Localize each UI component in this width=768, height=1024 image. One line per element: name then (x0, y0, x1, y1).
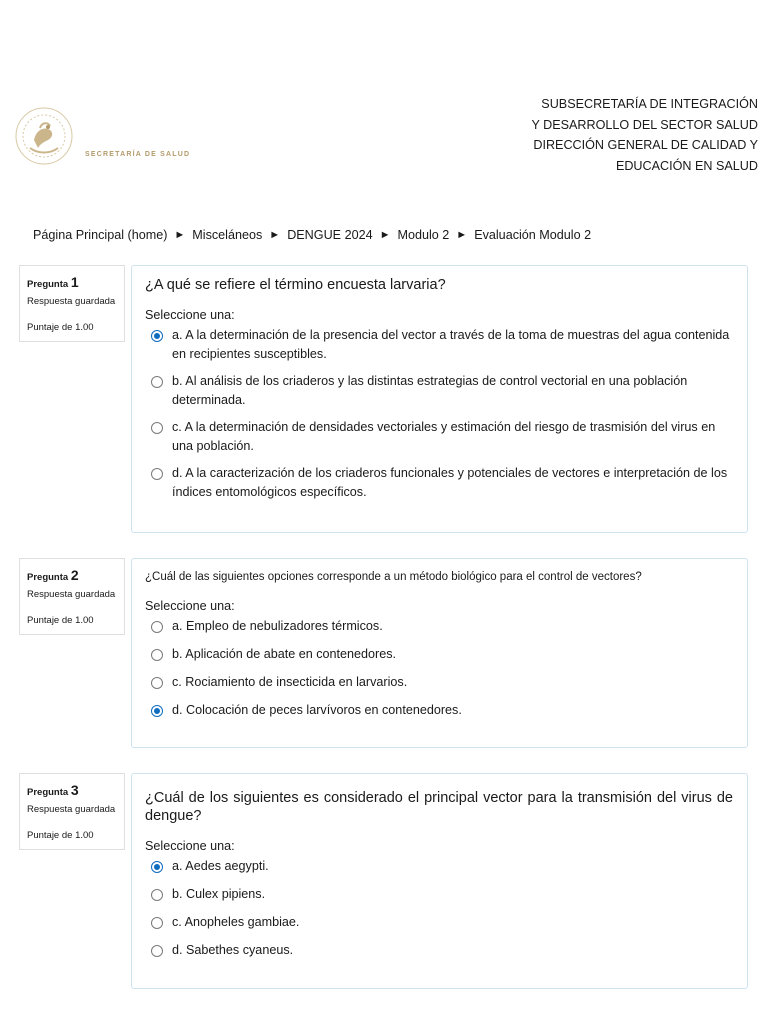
answer-option-d[interactable] (145, 464, 733, 502)
answer-option-b[interactable] (145, 885, 733, 904)
answer-option-label: b. Al análisis de los criaderos y las distintas estrategias de control vectorial en una población determinada. (172, 374, 688, 407)
agency-line: DIRECCIÓN GENERAL DE CALIDAD Y (533, 138, 758, 152)
breadcrumb-miscelaneos[interactable]: Misceláneos (192, 228, 263, 242)
answer-option-a[interactable] (145, 326, 733, 364)
question-number (27, 274, 117, 290)
question-number-value: 1 (70, 274, 79, 290)
radio-icon[interactable] (151, 917, 163, 929)
answer-option-label: a. A la determinación de la presencia del vector a través de la toma de muestras del agua contenida en recipientes susceptibles. (172, 328, 730, 361)
radio-selected-icon[interactable] (151, 861, 163, 873)
answer-option-c[interactable] (145, 418, 733, 456)
breadcrumb-quiz[interactable]: Evaluación Modulo 2 (474, 228, 592, 242)
answer-option-label: c. Rociamiento de insecticida en larvarios. (172, 675, 408, 689)
question-2-content (131, 558, 748, 748)
answer-option-a[interactable] (145, 857, 733, 876)
question-state: Respuesta guardada (27, 804, 116, 815)
breadcrumb-separator-icon: ► (174, 229, 186, 241)
answer-option-a[interactable] (145, 617, 733, 636)
question-label: Pregunta (27, 279, 69, 290)
question-label: Pregunta (27, 572, 69, 583)
question-text: ¿Cuál de los siguientes es considerado el principal vector para la transmisión del virus de dengue? (145, 790, 733, 824)
radio-icon[interactable] (151, 376, 163, 388)
answer-option-c[interactable] (145, 913, 733, 932)
answer-option-label: a. Aedes aegypti. (172, 859, 269, 873)
question-state: Respuesta guardada (27, 589, 116, 600)
answer-options (145, 326, 733, 502)
radio-icon[interactable] (151, 649, 163, 661)
breadcrumb (33, 228, 591, 242)
question-number (27, 567, 117, 583)
question-state: Respuesta guardada (27, 296, 116, 307)
logo-text: SECRETARÍA DE SALUD (85, 151, 191, 158)
agency-line: EDUCACIÓN EN SALUD (615, 158, 758, 173)
answer-options (145, 857, 733, 960)
question-grade: Puntaje de 1.00 (27, 322, 94, 333)
radio-icon[interactable] (151, 621, 163, 633)
radio-icon[interactable] (151, 945, 163, 957)
breadcrumb-course[interactable]: DENGUE 2024 (287, 228, 373, 242)
radio-selected-icon[interactable] (151, 705, 163, 717)
radio-selected-icon[interactable] (151, 330, 163, 342)
question-label: Pregunta (27, 787, 69, 798)
question-1-info (19, 265, 125, 342)
answer-option-b[interactable] (145, 372, 733, 410)
breadcrumb-module[interactable]: Modulo 2 (397, 228, 450, 242)
question-text: ¿Cuál de las siguientes opciones corresponde a un método biológico para el control de vectores? (145, 571, 642, 583)
answer-option-label: d. Sabethes cyaneus. (172, 943, 294, 957)
answer-option-d[interactable] (145, 701, 733, 720)
question-3-content (131, 773, 748, 989)
answer-prompt: Seleccione una: (145, 308, 235, 322)
secretaria-de-salud-logo (14, 104, 204, 168)
answer-option-b[interactable] (145, 645, 733, 664)
question-number (27, 782, 117, 798)
breadcrumb-home[interactable]: Página Principal (home) (33, 228, 168, 242)
question-number-value: 2 (70, 567, 79, 583)
question-3-info (19, 773, 125, 850)
agency-name (458, 94, 758, 176)
answer-option-label: c. Anopheles gambiae. (172, 915, 300, 929)
answer-option-label: b. Aplicación de abate en contenedores. (172, 647, 397, 661)
answer-option-label: c. A la determinación de densidades vectoriales y estimación del riesgo de trasmisión del virus en una población. (172, 420, 716, 453)
breadcrumb-separator-icon: ► (456, 229, 468, 241)
radio-icon[interactable] (151, 422, 163, 434)
question-text: ¿A qué se refiere el término encuesta larvaria? (145, 277, 446, 293)
question-1-content (131, 265, 748, 533)
answer-option-d[interactable] (145, 941, 733, 960)
answer-option-label: d. A la caracterización de los criaderos funcionales y potenciales de vectores e interpretación de los índices entomológicos específicos. (172, 466, 728, 499)
answer-option-label: b. Culex pipiens. (172, 887, 266, 901)
breadcrumb-separator-icon: ► (269, 229, 281, 241)
radio-icon[interactable] (151, 468, 163, 480)
answer-options (145, 617, 733, 720)
agency-line: SUBSECRETARÍA DE INTEGRACIÓN (541, 97, 758, 111)
answer-option-label: a. Empleo de nebulizadores térmicos. (172, 619, 383, 633)
question-grade: Puntaje de 1.00 (27, 615, 94, 626)
answer-prompt: Seleccione una: (145, 599, 235, 613)
question-number-value: 3 (70, 782, 79, 798)
radio-icon[interactable] (151, 677, 163, 689)
coat-of-arms-icon (14, 104, 78, 168)
answer-option-c[interactable] (145, 673, 733, 692)
answer-prompt: Seleccione una: (145, 839, 235, 853)
agency-line: Y DESARROLLO DEL SECTOR SALUD (531, 117, 758, 132)
question-2-info (19, 558, 125, 635)
answer-option-label: d. Colocación de peces larvívoros en contenedores. (172, 703, 462, 717)
question-grade: Puntaje de 1.00 (27, 830, 94, 841)
radio-icon[interactable] (151, 889, 163, 901)
breadcrumb-separator-icon: ► (379, 229, 391, 241)
